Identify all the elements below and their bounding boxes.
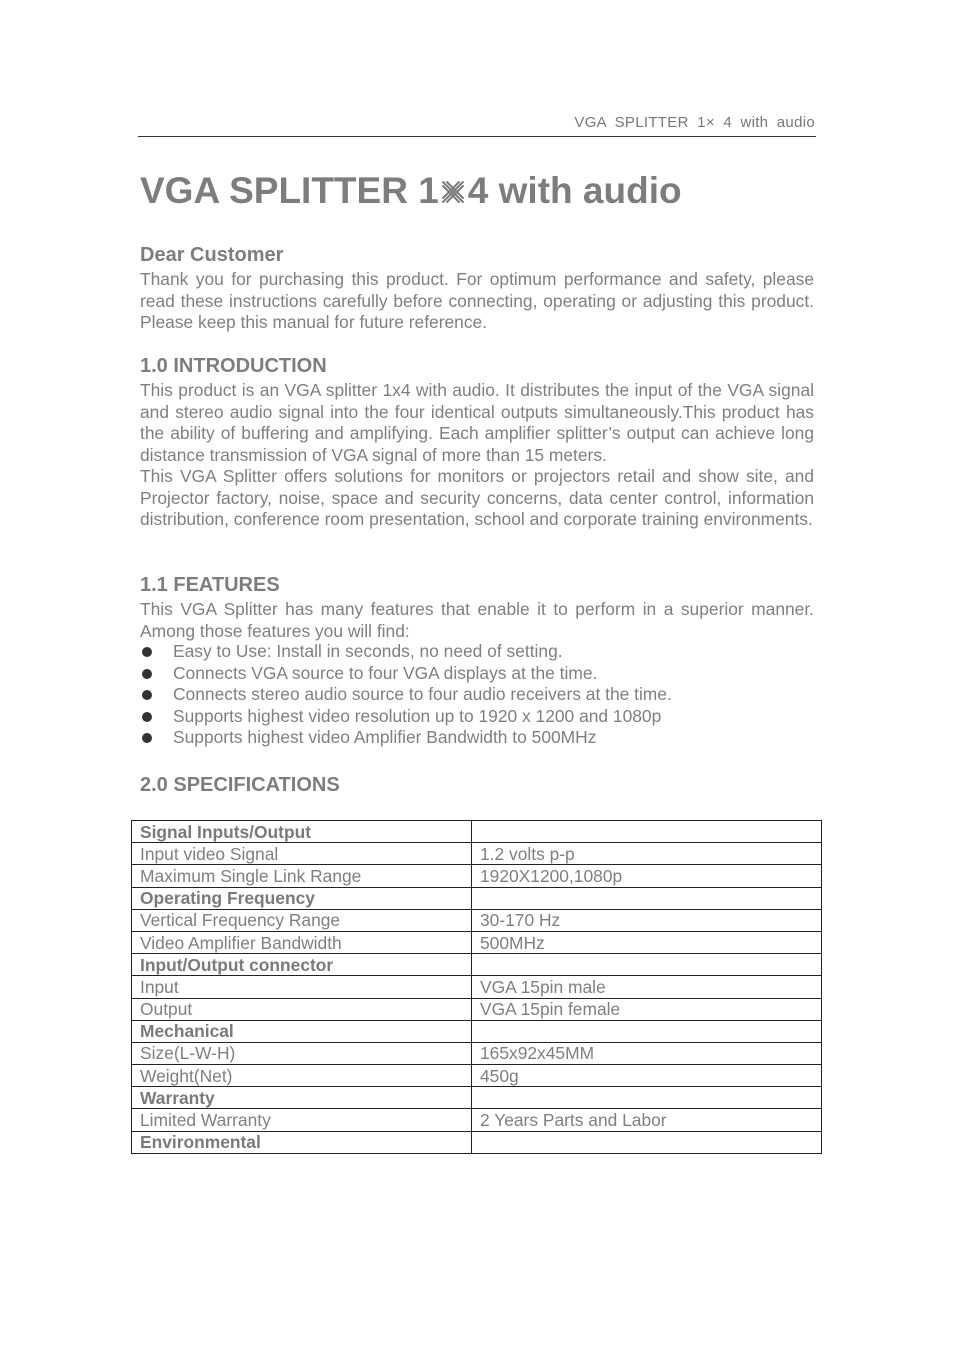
table-row [132, 909, 822, 931]
feature-text: Supports highest video Amplifier Bandwidth to 500MHz [173, 727, 597, 748]
greeting-paragraph: Thank you for purchasing this product. For optimum performance and safety, please read these instructions carefully before connecting, operating or adjusting this product. Please keep this manual for future reference. [140, 269, 814, 333]
multiplication-sign-icon [440, 172, 466, 214]
bullet-icon [142, 733, 152, 743]
spec-label: Warranty [132, 1087, 472, 1109]
feature-text: Easy to Use: Install in seconds, no need of setting. [173, 641, 563, 661]
spec-value [472, 1020, 822, 1042]
table-row [132, 1109, 822, 1131]
table-row [132, 1065, 822, 1087]
specifications-table [131, 820, 822, 1154]
table-row [132, 1087, 822, 1109]
spec-value: 450g [472, 1065, 822, 1087]
feature-text: Connects VGA source to four VGA displays at the time. [173, 662, 598, 683]
spec-value: 2 Years Parts and Labor [472, 1109, 822, 1131]
introduction-paragraph-2: This VGA Splitter offers solutions for monitors or projectors retail and show site, and Projector factory, noise, space and security concerns, data center control, information distribution, conference room presentation, school and corporate training environments. [140, 466, 814, 530]
table-row [132, 931, 822, 953]
document-title [140, 170, 682, 214]
spec-label: Weight(Net) [132, 1065, 472, 1087]
table-row [132, 1131, 822, 1153]
feature-text: Connects stereo audio source to four audio receivers at the time. [173, 684, 672, 705]
bullet-icon [142, 669, 152, 679]
bullet-icon [142, 712, 152, 722]
bullet-icon [142, 690, 152, 700]
feature-item [140, 641, 672, 663]
features-intro: This VGA Splitter has many features that enable it to perform in a superior manner. Among those features you will find: [140, 599, 814, 641]
feature-item [140, 727, 672, 749]
feature-item [140, 663, 672, 685]
greeting-heading: Dear Customer [140, 244, 284, 266]
spec-label: Output [132, 998, 472, 1020]
table-row [132, 1020, 822, 1042]
specifications-heading: 2.0 SPECIFICATIONS [140, 774, 340, 796]
table-row [132, 1042, 822, 1064]
spec-value: VGA 15pin male [472, 976, 822, 998]
spec-label: Input [132, 976, 472, 998]
features-heading: 1.1 FEATURES [140, 574, 280, 596]
running-header: VGA SPLITTER 1× 4 with audio [574, 114, 815, 131]
spec-value: 500MHz [472, 931, 822, 953]
introduction-paragraph-1: This product is an VGA splitter 1x4 with audio. It distributes the input of the VGA signal and stereo audio signal into the four identical outputs simultaneously.This product has the ability of buffering and amplifying. Each amplifier splitter’s output can achieve long distance transmission of VGA signal of more than 15 meters. [140, 380, 814, 465]
feature-text: Supports highest video resolution up to 1920 x 1200 and 1080p [173, 705, 662, 726]
spec-value [472, 954, 822, 976]
spec-value [472, 1131, 822, 1153]
spec-value: 165x92x45MM [472, 1042, 822, 1064]
spec-label: Maximum Single Link Range [132, 865, 472, 887]
table-row [132, 954, 822, 976]
spec-label: Input/Output connector [132, 954, 472, 976]
spec-value: 30-170 Hz [472, 909, 822, 931]
spec-value [472, 1087, 822, 1109]
feature-item [140, 706, 672, 728]
table-row [132, 843, 822, 865]
table-row [132, 887, 822, 909]
spec-label: Input video Signal [132, 843, 472, 865]
table-row [132, 998, 822, 1020]
spec-value [472, 887, 822, 909]
spec-label: Size(L-W-H) [132, 1042, 472, 1064]
spec-label: Environmental [132, 1131, 472, 1153]
spec-value [472, 821, 822, 843]
features-list [140, 641, 672, 749]
spec-value: 1.2 volts p-p [472, 843, 822, 865]
table-row [132, 865, 822, 887]
introduction-heading: 1.0 INTRODUCTION [140, 355, 327, 377]
spec-label: Video Amplifier Bandwidth [132, 931, 472, 953]
spec-value: VGA 15pin female [472, 998, 822, 1020]
table-row [132, 821, 822, 843]
spec-label: Operating Frequency [132, 887, 472, 909]
title-prefix: VGA SPLITTER 1 [140, 170, 439, 211]
spec-label: Signal Inputs/Output [132, 821, 472, 843]
table-row [132, 976, 822, 998]
spec-label: Mechanical [132, 1020, 472, 1042]
spec-label: Limited Warranty [132, 1109, 472, 1131]
bullet-icon [142, 647, 152, 657]
spec-value: 1920X1200,1080p [472, 865, 822, 887]
feature-item [140, 684, 672, 706]
title-suffix: 4 with audio [467, 170, 682, 211]
spec-label: Vertical Frequency Range [132, 909, 472, 931]
header-divider [138, 136, 816, 137]
